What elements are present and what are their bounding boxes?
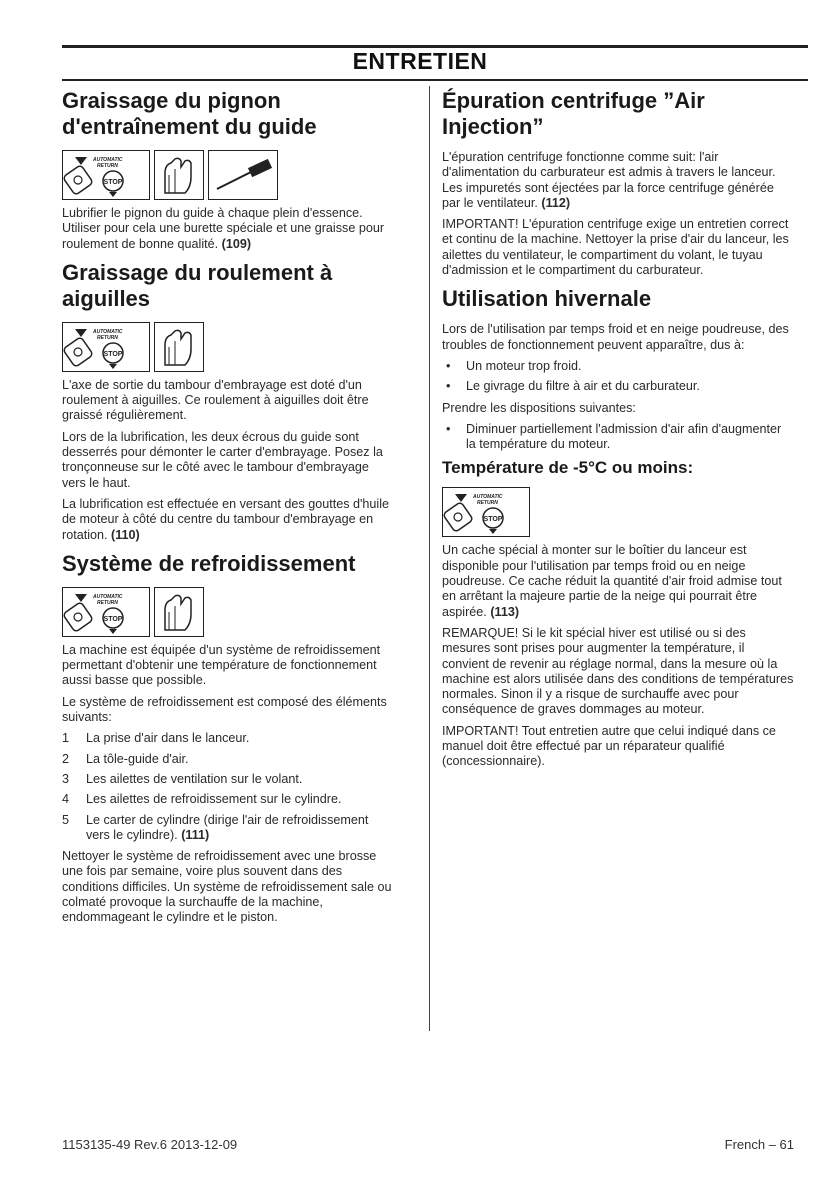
section-title-pignon: Graissage du pignon d'entraînement du guide: [62, 88, 317, 139]
gloves-icon: [154, 150, 204, 200]
list-item: 4 Les ailettes de refroidissement sur le cylindre.: [62, 792, 342, 807]
return-label: RETURN: [97, 334, 118, 341]
list-item: • Le givrage du filtre à air et du carburateur.: [446, 379, 700, 394]
stop-label: STOP: [483, 516, 503, 524]
icon-row-temperature: [442, 487, 794, 537]
document-reference: 1153135-49 Rev.6 2013-12-09: [62, 1137, 238, 1152]
cold-issues-list: [442, 359, 794, 395]
refroidissement-text-3: Nettoyer le système de refroidissement avec une brosse une fois par semaine, voire plus souvent dans des conditions difficiles. Un système de refroidissement sale ou colmaté provoque la surchauffe de la machine, endommageant le cylindre et le piston.: [62, 849, 392, 925]
list-item: 1 La prise d'air dans le lanceur.: [62, 731, 250, 746]
stop-engine-icon: [62, 150, 150, 200]
temperature-text-1: Un cache spécial à monter sur le boîtier du lanceur est disponible pour l'utilisation par temps froid ou en neige poudreuse. Ce cache réduit la quantité d'air froid admise tout en arrêtant la majeure partie de la neige qui pourrait être aspirée. (113): [442, 543, 782, 619]
stop-label: STOP: [103, 179, 123, 186]
list-item: • Diminuer partiellement l'admission d'air afin d'augmenter la température du moteur.: [446, 421, 782, 452]
column-divider: [429, 86, 430, 1031]
icon-row-refroidissement: [62, 587, 395, 637]
cooling-components-list: [62, 731, 395, 843]
section-title-temperature: Température de -5°C ou moins:: [442, 458, 694, 478]
temperature-text-2: REMARQUE! Si le kit spécial hiver est utilisé ou si des mesures sont prises pour augmenter la température, il convient de revenir au réglage normal, dans la mesure où la machine est alors utilisée dans des conditions de températures normales. Sinon il y a risque de surchauffe avec pour conséquence de graves dommages au moteur.: [442, 625, 794, 717]
pignon-text: Lubrifier le pignon du guide à chaque plein d'essence. Utiliser pour cela une burette spéciale et une graisse pour roulement de bonne qualité. (109): [62, 206, 385, 251]
stop-label: STOP: [103, 350, 123, 358]
hivernale-text-2: Prendre les dispositions suivantes:: [442, 400, 636, 415]
stop-engine-icon: [62, 322, 150, 372]
stop-engine-icon: [442, 487, 530, 537]
temperature-text-3: IMPORTANT! Tout entretien autre que celui indiqué dans ce manuel doit être effectué par un réparateur qualifié (concessionnaire).: [442, 723, 776, 769]
measures-list: [442, 422, 794, 453]
automatic-label: AUTOMATIC: [473, 494, 503, 501]
page-title: ENTRETIEN: [352, 48, 488, 74]
return-label: RETURN: [97, 163, 118, 169]
section-title-epuration: Épuration centrifuge ”Air Injection”: [442, 88, 705, 139]
list-item: • Un moteur trop froid.: [446, 358, 582, 373]
list-item: 5 Le carter de cylindre (dirige l'air de refroidissement vers le cylindre). (111): [62, 812, 369, 842]
section-title-roulement: Graissage du roulement à aiguilles: [62, 259, 333, 311]
page-number: French – 61: [724, 1137, 794, 1152]
icon-row-pignon: [62, 150, 395, 200]
refroidissement-text-1: La machine est équipée d'un système de refroidissement permettant d'obtenir une température de fonctionnement aussi basse que possible.: [62, 642, 381, 688]
section-title-hivernale: Utilisation hivernale: [442, 286, 652, 312]
header-rule-bottom: [62, 79, 808, 81]
epuration-text-1: L'épuration centrifuge fonctionne comme suit: l'air d'alimentation du carburateur est admis à travers le lanceur. Les impuretés sont éjectées par la force centrifuge générée par le ventilateur. (112): [442, 150, 776, 210]
roulement-text-3: La lubrification est effectuée en versant des gouttes d'huile de moteur à côté du centre du tambour d'embrayage en rotation. (110): [62, 496, 390, 542]
left-column: [62, 86, 395, 932]
roulement-text-1: L'axe de sortie du tambour d'embrayage est doté d'un roulement à aiguilles. Ce roulement à aiguilles doit être graissé régulièrement.: [62, 377, 369, 423]
automatic-label: AUTOMATIC: [93, 328, 123, 335]
roulement-text-2: Lors de la lubrification, les deux écrous du guide sont desserrés pour démonter le carter d'embrayage. Posez la tronçonneuse sur le côté avec le tambour d'embrayage vers le haut.: [62, 429, 383, 490]
automatic-label: AUTOMATIC: [93, 157, 123, 163]
stop-label: STOP: [103, 615, 123, 623]
grease-gun-icon: [208, 150, 278, 200]
return-label: RETURN: [477, 500, 498, 507]
refroidissement-text-2: Le système de refroidissement est composé des éléments suivants:: [62, 694, 387, 725]
icon-row-roulement: [62, 322, 395, 372]
return-label: RETURN: [97, 599, 118, 606]
section-title-refroidissement: Système de refroidissement: [62, 550, 356, 576]
automatic-label: AUTOMATIC: [93, 593, 123, 600]
right-column: [442, 86, 794, 776]
hivernale-text-1: Lors de l'utilisation par temps froid et en neige poudreuse, des troubles de fonctionnement peuvent apparaître, dus à:: [442, 322, 789, 352]
gloves-icon: [154, 322, 204, 372]
gloves-icon: [154, 587, 204, 637]
stop-engine-icon: [62, 587, 150, 637]
epuration-text-2: IMPORTANT! L'épuration centrifuge exige un entretien correct et continu de la machine. Nettoyer la prise d'air du lanceur, les ailettes du ventilateur, le compartiment du volant, le tuyau d'admission et le compartiment du carburateur.: [442, 217, 789, 278]
list-item: 2 La tôle-guide d'air.: [62, 751, 189, 766]
list-item: 3 Les ailettes de ventilation sur le volant.: [62, 771, 303, 786]
